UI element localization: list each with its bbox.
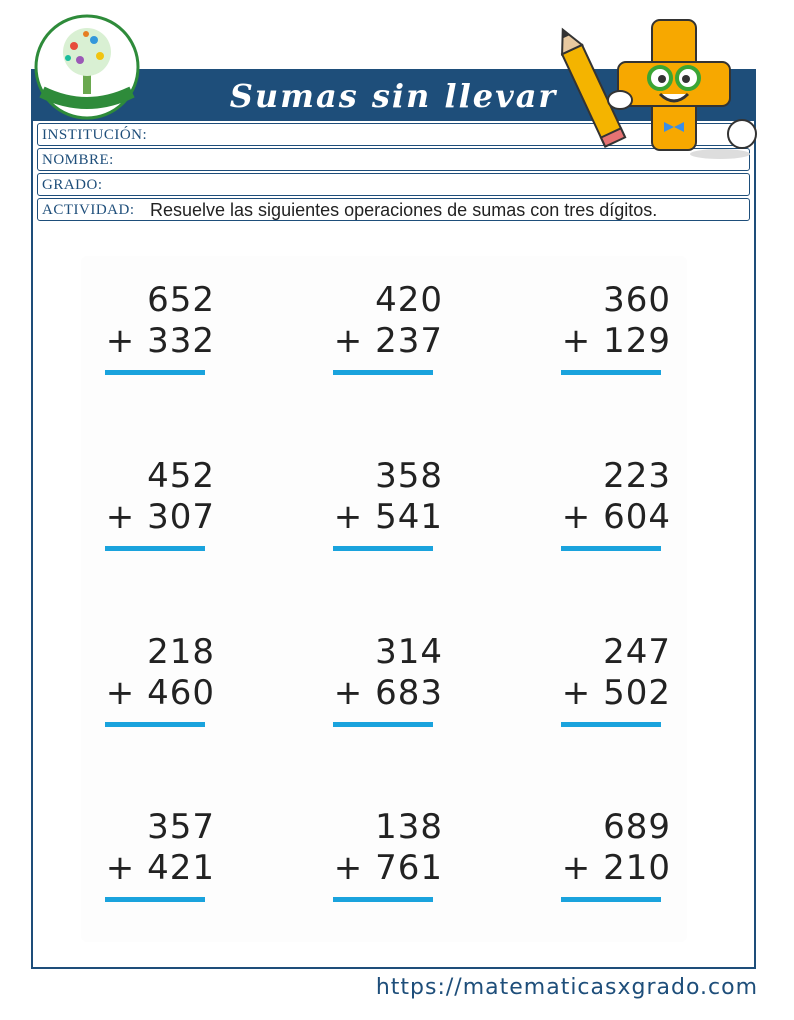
- top-addend: 652: [147, 280, 215, 320]
- plus-sign-mascot-with-pencil-icon: [560, 14, 760, 164]
- bottom-addend: + 237: [333, 321, 443, 361]
- activity-label: ACTIVIDAD:: [42, 202, 135, 218]
- answer-line: [105, 897, 205, 902]
- bottom-addend: + 210: [561, 848, 671, 888]
- top-addend: 247: [603, 632, 671, 672]
- name-label: NOMBRE:: [42, 152, 114, 168]
- bottom-addend: + 502: [561, 673, 671, 713]
- website-link[interactable]: https://matematicasxgrado.com: [375, 975, 758, 1000]
- activity-field: [37, 198, 750, 221]
- answer-line: [333, 722, 433, 727]
- top-addend: 218: [147, 632, 215, 672]
- bottom-addend: + 307: [105, 497, 215, 537]
- institution-label: INSTITUCIÓN:: [42, 127, 148, 143]
- bottom-addend: + 541: [333, 497, 443, 537]
- answer-line: [561, 546, 661, 551]
- grade-field[interactable]: [37, 173, 750, 196]
- bottom-addend: + 761: [333, 848, 443, 888]
- top-addend: 357: [147, 807, 215, 847]
- answer-line: [561, 370, 661, 375]
- problems-grid: [81, 256, 687, 942]
- answer-line: [333, 370, 433, 375]
- top-addend: 223: [603, 456, 671, 496]
- bottom-addend: + 129: [561, 321, 671, 361]
- bottom-addend: + 460: [105, 673, 215, 713]
- answer-line: [561, 897, 661, 902]
- answer-line: [105, 722, 205, 727]
- bottom-addend: + 604: [561, 497, 671, 537]
- top-addend: 360: [603, 280, 671, 320]
- top-addend: 452: [147, 456, 215, 496]
- top-addend: 689: [603, 807, 671, 847]
- answer-line: [561, 722, 661, 727]
- answer-line: [105, 370, 205, 375]
- top-addend: 138: [375, 807, 443, 847]
- grade-label: GRADO:: [42, 177, 103, 193]
- answer-line: [105, 546, 205, 551]
- tree-logo-icon: [34, 14, 140, 120]
- bottom-addend: + 332: [105, 321, 215, 361]
- activity-instructions: Resuelve las siguientes operaciones de sumas con tres dígitos.: [150, 200, 658, 220]
- top-addend: 358: [375, 456, 443, 496]
- answer-line: [333, 546, 433, 551]
- top-addend: 420: [375, 280, 443, 320]
- top-addend: 314: [375, 632, 443, 672]
- page-title: Sumas sin llevar: [33, 71, 754, 121]
- bottom-addend: + 421: [105, 848, 215, 888]
- bottom-addend: + 683: [333, 673, 443, 713]
- answer-line: [333, 897, 433, 902]
